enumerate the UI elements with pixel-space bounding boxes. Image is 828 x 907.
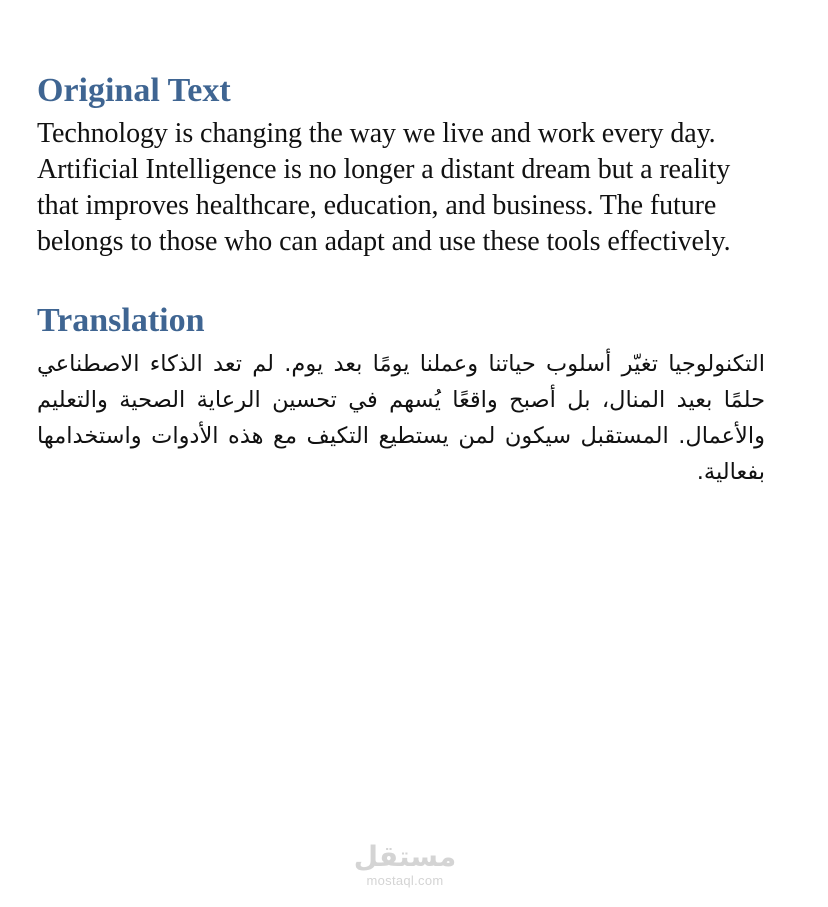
mostaql-watermark: [340, 840, 470, 888]
watermark-url-text: mostaql.com: [366, 873, 444, 888]
section-spacer: [37, 260, 767, 296]
original-text-heading: Original Text: [37, 72, 231, 109]
translation-section: [37, 296, 767, 490]
watermark-logo-text: مستقل: [353, 840, 457, 873]
translation-paragraph: التكنولوجيا تغيّر أسلوب حياتنا وعملنا يومًا بعد يوم. لم تعد الذكاء الاصطناعي حلمًا بعيد المنال، بل أصبح واقعًا يُسهم في تحسين الرعاية الصحية والتعليم والأعمال. المستقبل سيكون لمن يستطيع التكيف مع هذه الأدوات واستخدامها بفعالية.: [37, 351, 765, 485]
original-text-paragraph: Technology is changing the way we live and work every day. Artificial Intelligence is no longer a distant dream but a reality that improves healthcare, education, and business. The future belongs to those who can adapt and use these tools effectively.: [37, 118, 731, 257]
document-page: [37, 66, 767, 490]
translation-heading: Translation: [37, 302, 205, 339]
original-text-section: [37, 66, 767, 260]
